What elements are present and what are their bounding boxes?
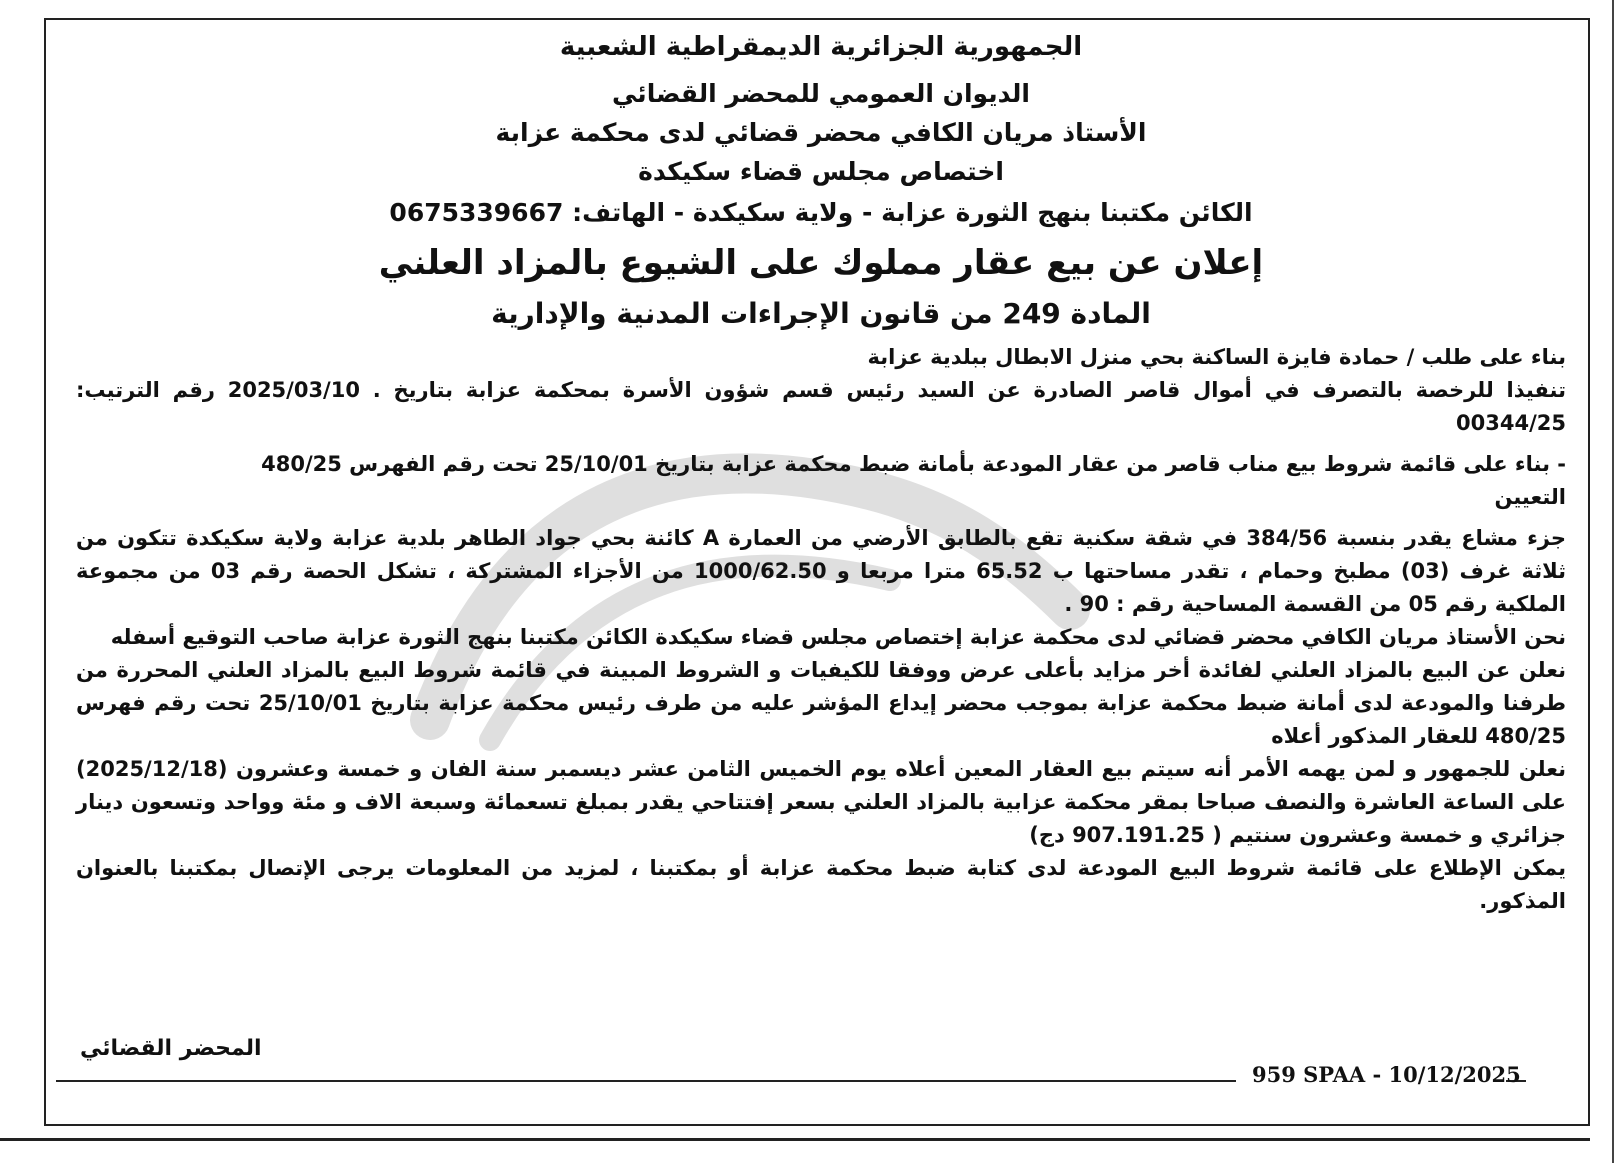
bailiff-heading: الأستاذ مريان الكافي محضر قضائي لدى محكمة عزابة — [495, 118, 1147, 147]
conditions-paragraph: - بناء على قائمة شروط بيع مناب قاصر من عقار المودعة بأمانة ضبط محكمة عزابة بتاريخ 25/10/01 تحت رقم الفهرس 480/25 — [261, 452, 1566, 476]
address-heading: الكائن مكتبنا بنهج الثورة عزابة - ولاية سكيكدة - الهاتف: 0675339667 — [389, 198, 1253, 227]
request-paragraph: بناء على طلب / حمادة فايزة الساكنة بحي منزل الابطال ببلدية عزابة — [867, 345, 1566, 369]
announcement — [76, 24, 1566, 918]
execution-paragraph: تنفيذا للرخصة بالتصرف في أموال قاصر الصادرة عن السيد رئيس قسم شؤون الأسرة بمحكمة عزابة بتاريخ . 2025/03/10 رقم الترتيب: 00344/25 — [76, 378, 1566, 435]
jurisdiction-heading: اختصاص مجلس قضاء سكيكدة — [638, 157, 1004, 186]
publication-reference: 959 SPAA - 10/12/2025 — [1252, 1062, 1521, 1087]
page-divider — [0, 1138, 1590, 1141]
office-heading: الديوان العمومي للمحضر القضائي — [612, 79, 1030, 108]
signature: المحضر القضائي — [80, 1036, 262, 1061]
notice-title: إعلان عن بيع عقار مملوك على الشيوع بالمزاد العلني — [378, 243, 1264, 283]
sale-announcement-paragraph: نعلن عن البيع بالمزاد العلني لفائدة أخر مزايد بأعلى عرض ووفقا للكيفيات و الشروط المبينة في قائمة شروط البيع بالمزاد العلني المحررة من طرفنا والمودعة لدى أمانة ضبط محكمة عزابة بموجب محضر إيداع المؤشر عليه من طرف رئيس محكمة عزابة بتاريخ 25/10/01 تحت رقم فهرس 480/25 للعقار المذكور أعلاه — [76, 658, 1566, 748]
contact-paragraph: يمكن الإطلاع على قائمة شروط البيع المودعة لدى كتابة ضبط محكمة عزابة أو بمكتبنا ، لمزيد من المعلومات يرجى الإتصال بمكتبنا بالعنوان المذكور. — [76, 856, 1566, 913]
public-notice-paragraph: نعلن للجمهور و لمن يهمه الأمر أنه سيتم بيع العقار المعين أعلاه يوم الخميس الثامن عشر ديسمبر سنة الفان و خمسة وعشرون (2025/12/18) على الساعة العاشرة والنصف صباحا بمقر محكمة عزابية بالمزاد العلني بسعر إفتتاحي يقدر بمبلغ تسعمائة وسبعة الاف و مئة وواحد وتسعون دينار جزائري و خمسة وعشرون سنتيم ( 907.191.25 دج) — [76, 757, 1566, 847]
page-edge — [1612, 0, 1614, 1163]
reference-rule — [56, 1080, 1236, 1082]
designation-paragraph: جزء مشاع يقدر بنسبة 384/56 في شقة سكنية تقع بالطابق الأرضي من العمارة A كائنة بحي جواد الطاهر بلدية عزابة ولاية سكيكدة تتكون من ثلاثة غرف (03) مطبخ وحمام ، تقدر مساحتها ب 65.52 مترا مربعا و 1000/62.50 من الأجزاء المشتركة ، تشكل الحصة رقم 03 من مجموعة الملكية رقم 05 من القسمة المساحية رقم : 90 . — [76, 526, 1566, 616]
bailiff-paragraph: نحن الأستاذ مريان الكافي محضر قضائي لدى محكمة عزابة إختصاص مجلس قضاء سكيكدة الكائن مكتبنا بنهج الثورة عزابة صاحب التوقيع أسفله — [110, 625, 1566, 649]
designation-label: التعيين — [1494, 485, 1566, 509]
republic-heading: الجمهورية الجزائرية الديمقراطية الشعبية — [559, 32, 1083, 62]
legal-article: المادة 249 من قانون الإجراءات المدنية والإدارية — [491, 297, 1151, 330]
